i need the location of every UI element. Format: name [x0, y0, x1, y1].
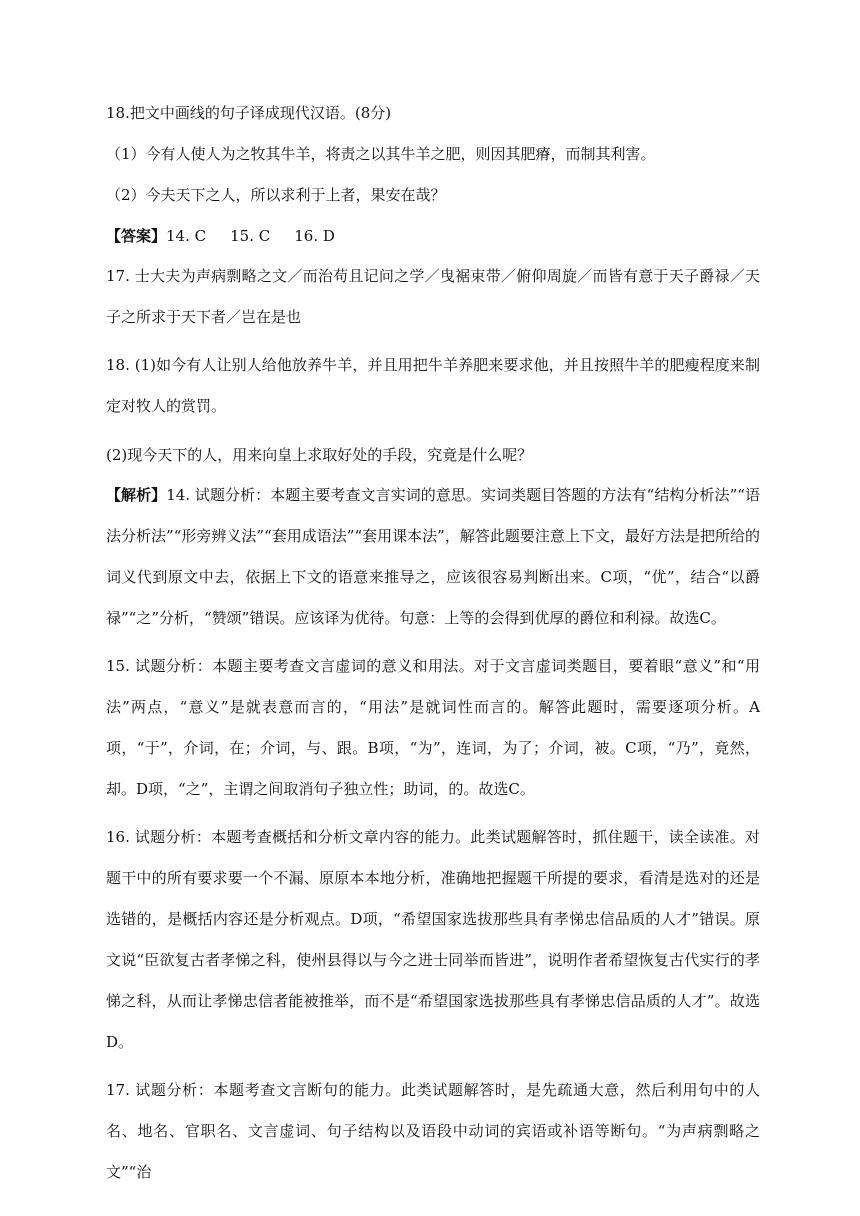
answer-16: 16. D — [294, 227, 335, 245]
answer-15: 15. C — [230, 227, 271, 245]
answer-line — [106, 223, 760, 249]
question-18-title: 18.把文中画线的句子译成现代汉语。(8分) — [106, 104, 392, 122]
answer-17: 17. 士大夫为声病剽略之文／而治苟且记问之学／曳裾束带／俯仰周旋／而皆有意于天子爵禄／天子之所求于天下者／岂在是也 — [106, 267, 760, 326]
answer-14: 14. C — [166, 227, 207, 245]
answer-tag: 【答案】 — [106, 227, 167, 245]
analysis-tag: 【解析】 — [106, 486, 167, 504]
analysis-14 — [106, 475, 760, 639]
analysis-16: 16. 试题分析：本题考查概括和分析文章内容的能力。此类试题解答时，抓住题干，读全读准。对题干中的所有要求要一个不漏、原原本本地分析，准确地把握题干所提的要求，看清是选对的还是选错的，是概括内容还是分析观点。D项，“希望国家选拔那些具有孝悌忠信品质的人才”错误。原文说“臣欲复古者孝悌之科，使州县得以与今之进士同举而皆进”，说明作者希望恢复古代实行的孝悌之科，从而让孝悌忠信者能被推举，而不是“希望国家选拔那些具有孝悌忠信品质的人才”。故选D。 — [106, 828, 760, 1051]
answer-18-part-1: 18. (1)如今有人让别人给他放养牛羊，并且用把牛羊养肥来要求他，并且按照牛羊的肥瘦程度来制定对牧人的赏罚。 — [106, 356, 760, 415]
analysis-15: 15. 试题分析：本题主要考查文言虚词的意义和用法。对于文言虚词类题目，要着眼“意义”和“用法”两点，“意义”是就表意而言的，“用法”是就词性而言的。解答此题时，需要逐项分析。A项，“于”，介词，在；介词，与、跟。B项，“为”，连词，为了；介词，被。C项，“乃”，竟然，却。D项，“之”，主谓之间取消句子独立性；助词，的。故选C。 — [106, 657, 760, 798]
answer-18-part-2: (2)现今天下的人，用来向皇上求取好处的手段，究竟是什么呢？ — [106, 446, 533, 464]
analysis-14-text: 14. 试题分析：本题主要考查文言实词的意思。实词类题目答题的方法有“结构分析法”“语法分析法”“形旁辨义法”“套用成语法”“套用课本法”，解答此题要注意上下文，最好方法是把所给的词义代到原文中去，依据上下文的语意来推导之，应该很容易判断出来。C项，“优”，结合“以爵禄”“之”分析，“赞颂”错误。应该译为优待。句意：上等的会得到优厚的爵位和利禄。故选C。 — [106, 486, 760, 627]
question-18-sentence-1: （1）今有人使人为之牧其牛羊，将责之以其牛羊之肥，则因其肥瘠，而制其利害。 — [106, 145, 656, 163]
document-body — [106, 100, 760, 1208]
analysis-17: 17. 试题分析：本题考查文言断句的能力。此类试题解答时，是先疏通大意，然后利用句中的人名、地名、官职名、文言虚词、句子结构以及语段中动词的宾语或补语等断句。“为声病剽略之文”“治 — [106, 1081, 760, 1181]
question-18-sentence-2: （2）今夫天下之人，所以求利于上者，果安在哉？ — [106, 186, 446, 204]
